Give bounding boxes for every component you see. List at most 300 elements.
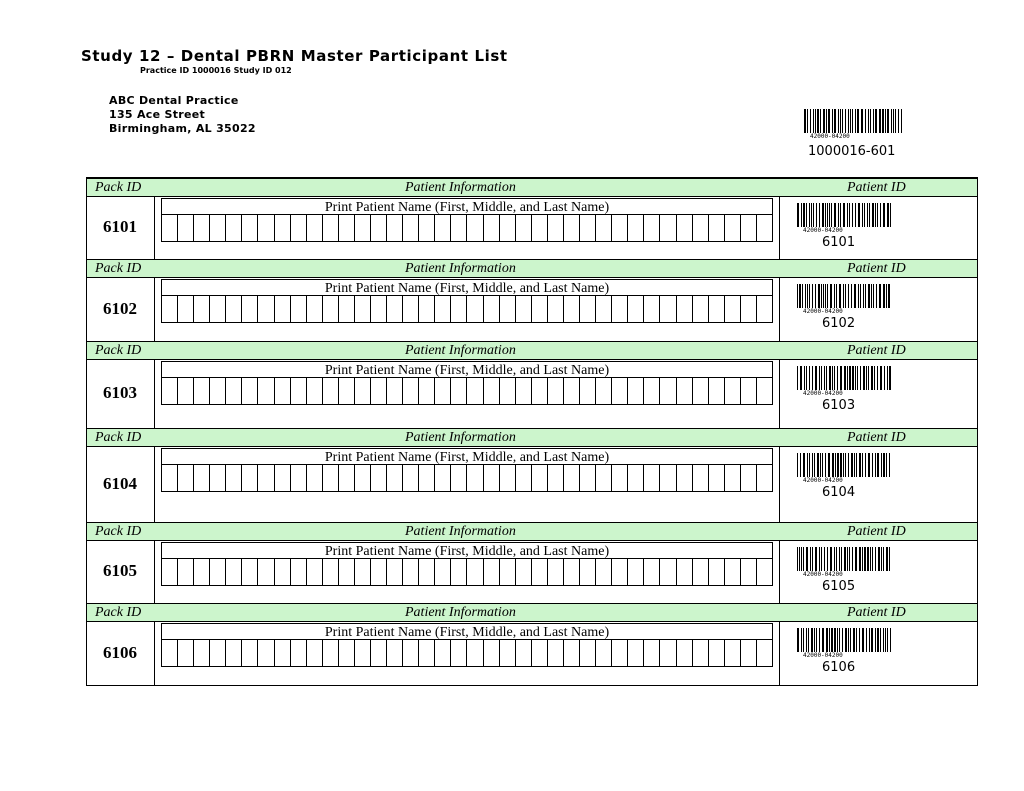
name-character-box: [387, 215, 403, 241]
name-character-box: [355, 296, 371, 322]
barcode-bar: [797, 366, 798, 390]
patient-name-field: [161, 198, 773, 242]
barcode-bar: [815, 284, 816, 308]
barcode-bar: [810, 109, 811, 133]
pack-id-value: 6102: [103, 298, 137, 318]
name-character-box: [210, 378, 226, 404]
name-character-box: [564, 559, 580, 585]
barcode-bar: [850, 109, 851, 133]
name-character-box: [307, 640, 323, 666]
name-character-box: [307, 559, 323, 585]
barcode-bar: [884, 366, 885, 390]
name-character-box: [612, 559, 628, 585]
barcode-bar: [844, 547, 846, 571]
barcode-bar: [827, 203, 828, 227]
barcode-bar: [807, 284, 808, 308]
barcode-bar: [840, 366, 842, 390]
row-header: [87, 341, 977, 360]
barcode-bar: [828, 109, 830, 133]
barcode-bar: [840, 453, 842, 477]
name-character-box: [757, 215, 772, 241]
barcode-digits: 42000-04200: [803, 477, 843, 483]
barcode-bar: [862, 628, 864, 652]
barcode-digits: 42000-04200: [803, 571, 843, 577]
name-character-box: [548, 378, 564, 404]
patient-name-field: [161, 279, 773, 323]
barcode-bar: [860, 284, 861, 308]
name-character-box: [500, 378, 516, 404]
patient-name-field-label: Print Patient Name (First, Middle, and Last Name): [324, 625, 610, 640]
name-character-box: [435, 215, 451, 241]
column-header-patient-information: Patient Information: [405, 261, 516, 276]
column-header-patient-id: Patient ID: [847, 343, 906, 358]
name-character-box: [323, 215, 339, 241]
barcode-bar: [799, 547, 800, 571]
name-character-box: [709, 378, 725, 404]
barcode-bar: [825, 203, 826, 227]
barcode-bar: [845, 453, 846, 477]
barcode-bar: [819, 628, 820, 652]
barcode-bar: [831, 203, 832, 227]
barcode-bar: [862, 453, 863, 477]
name-character-box: [677, 215, 693, 241]
barcode-bar: [889, 366, 891, 390]
patient-id-barcode: [797, 284, 893, 314]
barcode-bar: [847, 203, 848, 227]
column-header-patient-id: Patient ID: [847, 430, 906, 445]
name-character-box: [387, 640, 403, 666]
barcode-bar: [854, 453, 855, 477]
name-character-box: [194, 465, 210, 491]
barcode-bar: [901, 109, 902, 133]
name-character-box: [419, 378, 435, 404]
barcode-bar: [876, 284, 877, 308]
name-character-box: [709, 296, 725, 322]
column-header-patient-id: Patient ID: [847, 524, 906, 539]
name-character-box: [435, 559, 451, 585]
barcode-bar: [854, 284, 856, 308]
name-character-box: [403, 640, 419, 666]
barcode-bar: [869, 628, 870, 652]
name-character-box: [435, 296, 451, 322]
barcode-bar: [877, 366, 878, 390]
name-character-box: [339, 640, 355, 666]
patient-name-field: [161, 542, 773, 586]
name-character-box: [291, 378, 307, 404]
name-character-box: [612, 378, 628, 404]
name-character-box: [451, 296, 467, 322]
barcode-bar: [883, 547, 884, 571]
practice-name: ABC Dental Practice: [109, 94, 239, 107]
name-character-box: [628, 378, 644, 404]
barcode-bar: [858, 284, 859, 308]
barcode-bar: [855, 366, 856, 390]
barcode-bar: [827, 284, 828, 308]
name-character-box: [355, 465, 371, 491]
name-character-box: [677, 559, 693, 585]
name-character-box: [484, 559, 500, 585]
barcode-bar: [827, 547, 828, 571]
patient-name-field-label: Print Patient Name (First, Middle, and Last Name): [324, 200, 610, 215]
name-character-box: [580, 640, 596, 666]
name-character-box: [307, 215, 323, 241]
barcode-bar: [811, 628, 813, 652]
name-character-box: [258, 215, 274, 241]
name-character-box: [660, 640, 676, 666]
barcode-bar: [845, 284, 846, 308]
name-character-box: [291, 215, 307, 241]
name-character-box: [741, 465, 757, 491]
barcode-bar: [828, 453, 830, 477]
barcode-bar: [809, 366, 810, 390]
barcode-bar: [816, 203, 817, 227]
name-character-box: [660, 465, 676, 491]
barcode-bar: [872, 547, 873, 571]
name-character-box: [226, 296, 242, 322]
barcode-bar: [855, 203, 856, 227]
barcode-bar: [844, 366, 846, 390]
name-character-box: [339, 465, 355, 491]
barcode-bar: [831, 628, 833, 652]
name-character-box: [484, 215, 500, 241]
barcode-bar: [849, 203, 850, 227]
barcode-bar: [875, 628, 876, 652]
patient-id-barcode: [797, 203, 893, 233]
name-character-box: [500, 559, 516, 585]
barcode-bar: [806, 547, 808, 571]
name-character-box: [194, 296, 210, 322]
barcode-bar: [834, 284, 835, 308]
barcode-bar: [880, 628, 881, 652]
barcode-bar: [852, 109, 853, 133]
column-header-pack-id: Pack ID: [95, 343, 142, 358]
barcode-bar: [887, 366, 888, 390]
name-character-box: [467, 215, 483, 241]
name-character-box: [210, 215, 226, 241]
barcode-bar: [852, 203, 853, 227]
barcode-bar: [875, 453, 876, 477]
name-character-box: [419, 559, 435, 585]
barcode-bar: [865, 109, 866, 133]
barcode-bar: [890, 628, 891, 652]
barcode-bar: [808, 628, 809, 652]
name-character-box: [194, 378, 210, 404]
barcode-bar: [872, 203, 874, 227]
name-character-box: [451, 559, 467, 585]
name-character-box: [741, 640, 757, 666]
name-character-box: [178, 378, 194, 404]
barcode-bar: [809, 453, 810, 477]
name-character-box: [725, 215, 741, 241]
row-header: [87, 259, 977, 278]
practice-barcode-label: 1000016-601: [808, 144, 896, 159]
practice-street: 135 Ace Street: [109, 108, 206, 121]
column-header-patient-id: Patient ID: [847, 180, 906, 195]
name-character-box: [596, 296, 612, 322]
barcode-bar: [800, 453, 801, 477]
participant-table: [86, 177, 978, 686]
barcode-bar: [832, 453, 834, 477]
barcode-bar: [849, 547, 850, 571]
barcode-bar: [849, 366, 851, 390]
column-header-pack-id: Pack ID: [95, 430, 142, 445]
barcode-bar: [814, 628, 815, 652]
name-character-box: [419, 465, 435, 491]
barcode-bar: [888, 284, 890, 308]
barcode-bar: [882, 109, 884, 133]
name-character-box: [451, 215, 467, 241]
name-character-box: [516, 215, 532, 241]
barcode-bar: [819, 203, 820, 227]
name-character-box: [307, 465, 323, 491]
patient-id-barcode-label: 6106: [822, 660, 856, 675]
name-character-box: [660, 296, 676, 322]
barcode-bar: [847, 547, 848, 571]
barcode-bar: [809, 203, 810, 227]
name-character-box: [644, 640, 660, 666]
name-character-box: [516, 559, 532, 585]
name-character-box: [323, 296, 339, 322]
barcode-bar: [848, 453, 849, 477]
barcode-bar: [883, 284, 885, 308]
name-character-box: [612, 465, 628, 491]
patient-id-barcode: [797, 453, 893, 483]
barcode-bar: [845, 109, 846, 133]
barcode-bar: [843, 203, 845, 227]
name-character-box: [178, 465, 194, 491]
name-character-box: [323, 559, 339, 585]
barcode-bar: [804, 366, 805, 390]
name-character-box: [258, 378, 274, 404]
barcode-bar: [797, 203, 799, 227]
barcode-bar: [865, 284, 866, 308]
barcode-bar: [877, 203, 878, 227]
barcode-bar: [834, 628, 836, 652]
name-character-box: [580, 378, 596, 404]
name-character-box: [226, 640, 242, 666]
column-header-patient-information: Patient Information: [405, 343, 516, 358]
barcode-bar: [812, 366, 813, 390]
barcode-bar: [852, 366, 854, 390]
barcode-bar: [819, 366, 820, 390]
name-character-box: [403, 465, 419, 491]
name-character-box: [467, 465, 483, 491]
name-character-box: [548, 215, 564, 241]
barcode-bar: [863, 366, 865, 390]
name-character-box: [226, 559, 242, 585]
barcode-bar: [821, 366, 822, 390]
barcode-bar: [835, 453, 836, 477]
name-character-box: [580, 296, 596, 322]
barcode-bar: [806, 203, 807, 227]
name-character-box: [660, 559, 676, 585]
name-character-box: [226, 215, 242, 241]
barcode-bar: [839, 547, 840, 571]
patient-id-barcode: [797, 366, 893, 396]
name-character-box: [323, 378, 339, 404]
name-character-box: [323, 465, 339, 491]
barcode-bar: [871, 628, 873, 652]
name-character-box: [500, 640, 516, 666]
barcode-bar: [821, 284, 822, 308]
barcode-bar: [819, 547, 820, 571]
name-character-box: [194, 215, 210, 241]
barcode-bar: [842, 628, 843, 652]
barcode-bar: [843, 453, 844, 477]
barcode-bar: [868, 453, 870, 477]
name-character-box: [355, 215, 371, 241]
name-character-box: [677, 465, 693, 491]
barcode-bar: [859, 628, 860, 652]
name-character-boxes: [162, 558, 772, 585]
name-character-box: [194, 559, 210, 585]
name-character-box: [451, 378, 467, 404]
name-character-box: [275, 640, 291, 666]
barcode-bar: [852, 547, 853, 571]
barcode-bar: [895, 109, 896, 133]
barcode-bar: [804, 109, 806, 133]
name-character-box: [403, 296, 419, 322]
name-character-box: [580, 465, 596, 491]
name-character-box: [371, 296, 387, 322]
name-character-box: [210, 559, 226, 585]
barcode-bar: [862, 203, 863, 227]
name-character-box: [242, 296, 258, 322]
barcode-bar: [815, 109, 816, 133]
barcode-bar: [873, 284, 874, 308]
barcode-bar: [826, 366, 827, 390]
barcode-bar: [824, 366, 825, 390]
name-character-box: [291, 296, 307, 322]
name-character-box: [532, 378, 548, 404]
barcode-bar: [803, 453, 805, 477]
name-character-box: [741, 559, 757, 585]
row-header: [87, 522, 977, 541]
barcode-bar: [815, 547, 817, 571]
barcode-bar: [797, 547, 798, 571]
name-character-box: [693, 378, 709, 404]
barcode-bar: [812, 284, 813, 308]
patient-name-field: [161, 448, 773, 492]
name-character-box: [451, 640, 467, 666]
barcode-bar: [875, 109, 877, 133]
barcode-bar: [810, 547, 811, 571]
practice-barcode: [804, 109, 906, 139]
barcode-digits: 42000-04200: [810, 133, 850, 139]
name-character-box: [660, 215, 676, 241]
name-character-box: [291, 559, 307, 585]
name-character-box: [371, 465, 387, 491]
name-character-box: [403, 378, 419, 404]
barcode-bar: [822, 453, 823, 477]
name-character-box: [307, 378, 323, 404]
barcode-bar: [826, 109, 827, 133]
barcode-bar: [817, 109, 819, 133]
barcode-bar: [890, 203, 891, 227]
barcode-bar: [836, 547, 837, 571]
name-character-box: [210, 465, 226, 491]
name-character-box: [355, 559, 371, 585]
barcode-bar: [807, 109, 808, 133]
pack-id-value: 6104: [103, 473, 137, 493]
practice-city: Birmingham, AL 35022: [109, 122, 256, 135]
barcode-bar: [797, 284, 798, 308]
name-character-box: [435, 378, 451, 404]
barcode-bar: [874, 366, 875, 390]
barcode-bar: [830, 547, 832, 571]
barcode-bar: [834, 547, 835, 571]
barcode-bar: [803, 547, 804, 571]
name-character-box: [371, 378, 387, 404]
pack-id-value: 6103: [103, 383, 137, 402]
barcode-bar: [855, 547, 857, 571]
name-character-box: [741, 215, 757, 241]
name-character-box: [178, 559, 194, 585]
name-character-box: [258, 559, 274, 585]
name-character-box: [532, 640, 548, 666]
name-character-box: [660, 378, 676, 404]
column-header-patient-id: Patient ID: [847, 605, 906, 620]
barcode-bar: [859, 547, 861, 571]
name-character-box: [644, 559, 660, 585]
barcode-bar: [869, 203, 870, 227]
barcode-bar: [883, 453, 885, 477]
name-character-box: [693, 465, 709, 491]
name-character-box: [275, 559, 291, 585]
barcode-bar: [815, 366, 817, 390]
barcode-bar: [881, 547, 882, 571]
barcode-bar: [832, 366, 833, 390]
patient-id-barcode: [797, 628, 893, 658]
name-character-box: [467, 378, 483, 404]
barcode-bar: [820, 453, 821, 477]
name-character-box: [677, 640, 693, 666]
pack-id-value: 6101: [103, 217, 137, 236]
name-character-box: [580, 559, 596, 585]
name-character-boxes: [162, 639, 772, 666]
barcode-bar: [809, 284, 810, 308]
barcode-bar: [868, 366, 869, 390]
patient-id-barcode-label: 6103: [822, 398, 856, 413]
name-character-box: [757, 559, 772, 585]
barcode-bar: [880, 203, 881, 227]
name-character-box: [403, 215, 419, 241]
name-character-box: [291, 640, 307, 666]
patient-name-field-label: Print Patient Name (First, Middle, and Last Name): [324, 281, 610, 296]
barcode-bar: [818, 284, 820, 308]
barcode-bar: [805, 284, 806, 308]
patient-name-field: [161, 361, 773, 405]
barcode-bar: [857, 366, 858, 390]
name-character-box: [339, 215, 355, 241]
barcode-bar: [816, 628, 817, 652]
name-character-box: [628, 296, 644, 322]
barcode-bar: [802, 284, 803, 308]
barcode-bar: [832, 109, 833, 133]
barcode-bar: [848, 628, 849, 652]
name-character-box: [178, 296, 194, 322]
barcode-bar: [866, 366, 867, 390]
name-character-box: [484, 465, 500, 491]
column-header-patient-information: Patient Information: [405, 430, 516, 445]
barcode-bar: [836, 284, 837, 308]
barcode-bar: [883, 628, 884, 652]
name-character-box: [371, 559, 387, 585]
name-character-box: [258, 296, 274, 322]
barcode-bar: [887, 109, 889, 133]
barcode-bar: [885, 109, 886, 133]
barcode-bar: [837, 628, 838, 652]
